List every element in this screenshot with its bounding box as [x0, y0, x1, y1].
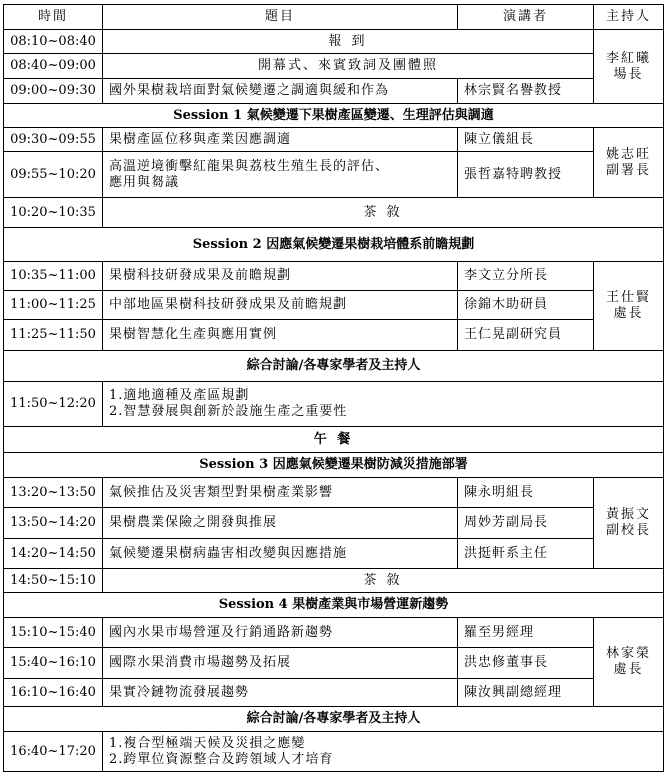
table-row — [4, 30, 664, 54]
table-row — [4, 291, 664, 320]
host-cell — [594, 618, 664, 707]
discussion-item: 2.智慧發展與創新於設施生產之重要性 — [109, 404, 348, 419]
table-row — [4, 152, 664, 198]
time-cell: 08:10~08:40 — [4, 30, 103, 54]
time-cell: 13:50~14:20 — [4, 508, 103, 539]
host-title: 處長 — [613, 306, 644, 321]
time-cell: 11:50~12:20 — [4, 382, 103, 427]
table-row — [4, 679, 664, 707]
host-cell — [594, 30, 664, 104]
table-row — [4, 732, 664, 772]
table-row — [4, 508, 664, 539]
table-row — [4, 478, 664, 508]
table-row — [4, 320, 664, 351]
table-row — [4, 648, 664, 679]
session-header-row — [4, 593, 664, 618]
speaker-cell: 周妙芳副局長 — [458, 508, 594, 539]
header-row — [4, 5, 664, 30]
discussion-items — [103, 382, 664, 427]
topic-cell: 氣候變遷果樹病蟲害相改變與因應措施 — [103, 539, 458, 569]
session-header-row — [4, 453, 664, 478]
header-speaker: 演講者 — [458, 5, 594, 30]
topic-cell: 氣候推估及災害類型對果樹產業影響 — [103, 478, 458, 508]
speaker-cell: 徐錦木助研員 — [458, 291, 594, 320]
table-row — [4, 54, 664, 79]
lunch-row — [4, 427, 664, 453]
lunch-label: 午 餐 — [4, 427, 664, 453]
header-time: 時間 — [4, 5, 103, 30]
speaker-cell: 李文立分所長 — [458, 262, 594, 291]
session-header-row — [4, 228, 664, 262]
time-cell: 09:30~09:55 — [4, 128, 103, 152]
discussion-items — [103, 732, 664, 772]
time-cell: 09:00~09:30 — [4, 79, 103, 104]
table-row — [4, 262, 664, 291]
discussion-item: 1.複合型極端天候及災損之應變 — [109, 735, 306, 751]
speaker-cell: 林宗賢名譽教授 — [458, 79, 594, 104]
speaker-cell: 張哲嘉特聘教授 — [458, 152, 594, 198]
speaker-cell: 陳立儀組長 — [458, 128, 594, 152]
speaker-cell: 王仁晃副研究員 — [458, 320, 594, 351]
topic-cell: 果樹科技研發成果及前瞻規劃 — [103, 262, 458, 291]
discussion-header-row — [4, 707, 664, 732]
agenda-table — [3, 4, 664, 772]
discussion-title: 綜合討論/各專家學者及主持人 — [4, 351, 664, 382]
session-header-row — [4, 104, 664, 128]
header-topic: 題目 — [103, 5, 458, 30]
break-row — [4, 569, 664, 593]
time-cell: 14:20~14:50 — [4, 539, 103, 569]
speaker-cell: 陳永明組長 — [458, 478, 594, 508]
session-title: Session 2 因應氣候變遷果樹栽培體系前瞻規劃 — [4, 228, 664, 262]
speaker-cell: 洪挺軒系主任 — [458, 539, 594, 569]
time-cell: 15:10~15:40 — [4, 618, 103, 648]
discussion-title: 綜合討論/各專家學者及主持人 — [4, 707, 664, 732]
host-name: 李紅曦 — [605, 50, 651, 66]
table-row — [4, 128, 664, 152]
time-cell: 10:35~11:00 — [4, 262, 103, 291]
topic-cell: 中部地區果樹科技研發成果及前瞻規劃 — [103, 291, 458, 320]
host-name: 王仕賢 — [605, 290, 651, 305]
time-cell: 16:10~16:40 — [4, 679, 103, 707]
time-cell: 09:55~10:20 — [4, 152, 103, 198]
topic-cell: 開幕式、來賓致詞及團體照 — [103, 54, 594, 79]
topic-cell — [103, 152, 458, 198]
time-cell: 14:50~15:10 — [4, 569, 103, 593]
host-title: 場長 — [613, 66, 644, 82]
host-cell — [594, 128, 664, 198]
topic-cell: 國內水果市場營運及行銷通路新趨勢 — [103, 618, 458, 648]
break-label: 茶 敘 — [103, 569, 664, 593]
time-cell: 10:20~10:35 — [4, 198, 103, 228]
topic-cell: 國外果樹栽培面對氣候變遷之調適與緩和作為 — [103, 79, 458, 104]
speaker-cell: 羅至男經理 — [458, 618, 594, 648]
break-row — [4, 198, 664, 228]
topic-cell: 果樹智慧化生產與應用實例 — [103, 320, 458, 351]
table-row — [4, 79, 664, 104]
break-label: 茶 敘 — [103, 198, 664, 228]
header-host: 主持人 — [594, 5, 664, 30]
session-title: Session 4 果樹產業與市場營運新趨勢 — [4, 593, 664, 618]
host-name: 姚志旺 — [605, 146, 651, 162]
time-cell: 11:25~11:50 — [4, 320, 103, 351]
table-row — [4, 618, 664, 648]
topic-cell: 國際水果消費市場趨勢及拓展 — [103, 648, 458, 679]
host-name: 黃振文 — [605, 507, 651, 522]
host-title: 處長 — [613, 662, 644, 677]
host-cell — [594, 262, 664, 351]
discussion-item: 1.適地適種及產區規劃 — [109, 388, 250, 403]
table-row — [4, 539, 664, 569]
host-cell — [594, 478, 664, 569]
time-cell: 15:40~16:10 — [4, 648, 103, 679]
topic-line: 應用與芻議 — [109, 174, 180, 190]
time-cell: 13:20~13:50 — [4, 478, 103, 508]
topic-line: 高溫逆境衝擊紅龍果與荔枝生殖生長的評估、 — [109, 158, 390, 174]
time-cell: 16:40~17:20 — [4, 732, 103, 772]
table-row — [4, 382, 664, 427]
discussion-item: 2.跨單位資源整合及跨領域人才培育 — [109, 751, 334, 767]
topic-cell: 果樹農業保險之開發與推展 — [103, 508, 458, 539]
session-title: Session 3 因應氣候變遷果樹防減災措施部署 — [4, 453, 664, 478]
time-cell: 08:40~09:00 — [4, 54, 103, 79]
host-title: 副校長 — [605, 523, 651, 538]
topic-cell: 報 到 — [103, 30, 594, 54]
host-title: 副署長 — [605, 162, 651, 178]
discussion-header-row — [4, 351, 664, 382]
topic-cell: 果實冷鏈物流發展趨勢 — [103, 679, 458, 707]
time-cell: 11:00~11:25 — [4, 291, 103, 320]
session-title: Session 1 氣候變遷下果樹產區變遷、生理評估與調適 — [4, 104, 664, 128]
host-name: 林家榮 — [605, 646, 651, 661]
topic-cell: 果樹產區位移與產業因應調適 — [103, 128, 458, 152]
speaker-cell: 陳汝興副總經理 — [458, 679, 594, 707]
speaker-cell: 洪忠修董事長 — [458, 648, 594, 679]
